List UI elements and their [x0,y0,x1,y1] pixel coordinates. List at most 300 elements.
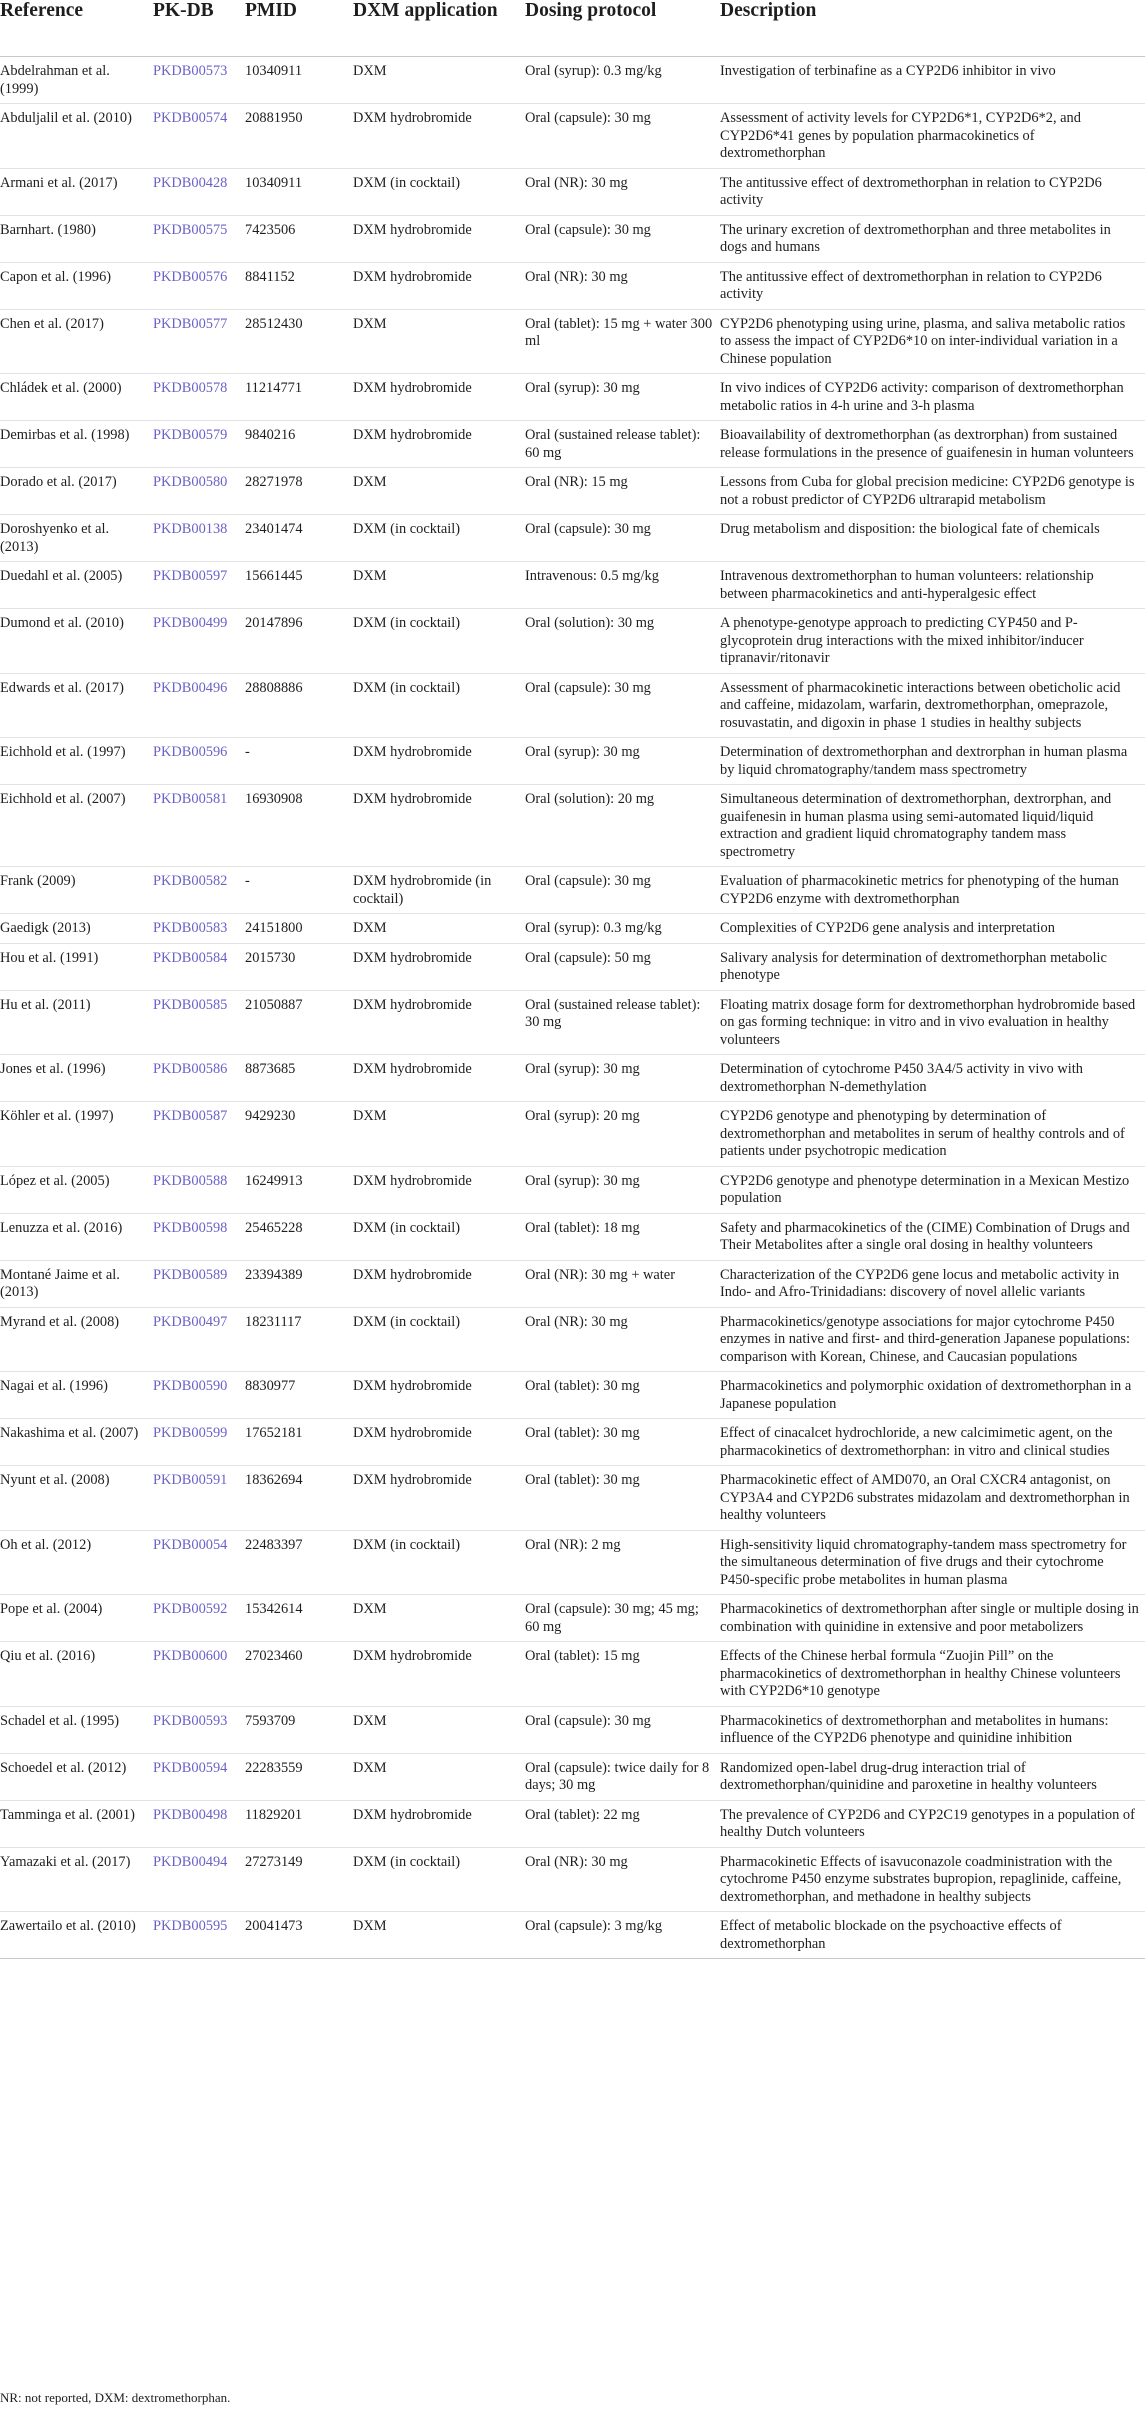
table-row [0,57,1145,104]
reference-cell: Duedahl et al. (2005) [0,568,123,584]
cell-reference [0,1102,153,1167]
table-row [0,104,1145,169]
application-cell: DXM hydrobromide [353,1806,472,1823]
pmid-cell: 28808886 [245,679,303,696]
table-row [0,1912,1145,1959]
table-row [0,673,1145,738]
dosing-cell: Oral (capsule): 30 mg [525,110,651,126]
cell-application [353,609,525,674]
cell-application [353,1847,525,1912]
cell-description [720,1706,1145,1753]
cell-description [720,421,1145,468]
cell-application [353,673,525,738]
description-cell: The prevalence of CYP2D6 and CYP2C19 genotypes in a population of healthy Dutch volunteers [720,1806,1135,1840]
cell-pkdb [153,262,245,309]
dosing-cell: Oral (syrup): 30 mg [525,380,640,396]
pmid-cell: 23394389 [245,1266,303,1283]
cell-dosing [525,309,720,374]
dosing-cell: Oral (syrup): 0.3 mg/kg [525,920,662,936]
pkdb-link[interactable]: PKDB00586 [153,1061,228,1077]
pkdb-link[interactable]: PKDB00597 [153,568,228,584]
pkdb-link[interactable]: PKDB00599 [153,1425,228,1441]
description-cell: Safety and pharmacokinetics of the (CIME) Combination of Drugs and Their Metabolites after a single oral dosing in healthy volunteers [720,1219,1130,1253]
pkdb-link[interactable]: PKDB00498 [153,1806,228,1823]
pkdb-link[interactable]: PKDB00591 [153,1472,228,1488]
pkdb-link[interactable]: PKDB00598 [153,1219,228,1236]
cell-dosing [525,1800,720,1847]
cell-reference [0,374,153,421]
dosing-cell: Oral (capsule): 30 mg [525,1712,651,1729]
table-row [0,1166,1145,1213]
cell-pmid [245,1642,353,1707]
pkdb-link[interactable]: PKDB00574 [153,110,228,126]
cell-pkdb [153,914,245,944]
pkdb-link[interactable]: PKDB00138 [153,521,228,537]
description-cell: The urinary excretion of dextromethorphan and three metabolites in dogs and humans [720,221,1111,255]
cell-reference [0,1466,153,1531]
cell-reference [0,468,153,515]
cell-pkdb [153,943,245,990]
cell-pkdb [153,990,245,1055]
table-row [0,1419,1145,1466]
pkdb-link[interactable]: PKDB00575 [153,221,228,238]
description-cell: Lessons from Cuba for global precision medicine: CYP2D6 genotype is not a robust predictor of CYP2D6 ultrarapid metabolism [720,474,1135,508]
cell-description [720,1166,1145,1213]
cell-application [353,1102,525,1167]
pmid-cell: 9840216 [245,427,296,443]
description-cell: Effect of cinacalcet hydrochloride, a new calcimimetic agent, on the pharmacokinetics of dextromethorphan: in vitro and clinical studies [720,1425,1113,1459]
cell-dosing [525,104,720,169]
table-row [0,1466,1145,1531]
table-row [0,215,1145,262]
cell-application [353,562,525,609]
application-cell: DXM (in cocktail) [353,1219,461,1236]
dosing-cell: Oral (syrup): 20 mg [525,1108,640,1124]
cell-pkdb [153,1642,245,1707]
pkdb-link[interactable]: PKDB00588 [153,1172,228,1189]
cell-description [720,262,1145,309]
reference-cell: Armani et al. (2017) [0,174,118,191]
cell-dosing [525,1753,720,1800]
header-reference: Reference [0,0,153,57]
cell-pmid [245,1706,353,1753]
pkdb-link[interactable]: PKDB00494 [153,1853,228,1870]
table-body [0,57,1145,1959]
dosing-cell: Oral (NR): 15 mg [525,474,628,490]
cell-description [720,168,1145,215]
reference-cell: Edwards et al. (2017) [0,679,124,696]
cell-description [720,1530,1145,1595]
cell-pmid [245,1800,353,1847]
description-cell: Determination of dextromethorphan and dextrorphan in human plasma by liquid chromatography/tandem mass spectrometry [720,744,1128,778]
application-cell: DXM hydrobromide [353,268,472,285]
cell-description [720,1753,1145,1800]
cell-description [720,1912,1145,1959]
cell-description [720,104,1145,169]
pmid-cell: - [245,744,250,760]
reference-cell: Montané Jaime et al. (2013) [0,1266,120,1300]
table-row [0,1102,1145,1167]
application-cell: DXM hydrobromide [353,1425,472,1441]
reference-cell: Eichhold et al. (2007) [0,791,126,807]
cell-pkdb [153,1372,245,1419]
description-cell: Assessment of pharmacokinetic interactions between obeticholic acid and caffeine, midazolam, warfarin, dextromethorphan, omeprazole, rosuvastatin, and digoxin in phase 1 studies in healthy subjects [720,679,1121,731]
cell-dosing [525,562,720,609]
cell-description [720,867,1145,914]
description-cell: CYP2D6 genotype and phenotype determination in a Mexican Mestizo population [720,1172,1130,1206]
cell-pmid [245,1753,353,1800]
cell-reference [0,914,153,944]
cell-application [353,1706,525,1753]
description-cell: CYP2D6 phenotyping using urine, plasma, and saliva metabolic ratios to assess the impact of CYP2D6*10 on inter-individual variation in a Chinese population [720,315,1126,367]
cell-description [720,515,1145,562]
pmid-cell: 23401474 [245,521,303,537]
cell-pkdb [153,421,245,468]
dosing-cell: Oral (solution): 30 mg [525,615,655,631]
cell-pkdb [153,1260,245,1307]
pkdb-link[interactable]: PKDB00578 [153,380,228,396]
pmid-cell: 8873685 [245,1061,296,1077]
cell-application [353,421,525,468]
cell-application [353,943,525,990]
table-row [0,1706,1145,1753]
pkdb-link[interactable]: PKDB00582 [153,873,228,889]
cell-reference [0,1166,153,1213]
pmid-cell: 27023460 [245,1648,303,1664]
application-cell: DXM hydrobromide [353,1472,472,1488]
cell-application [353,1466,525,1531]
cell-pmid [245,215,353,262]
cell-application [353,1213,525,1260]
cell-application [353,1530,525,1595]
pkdb-link[interactable]: PKDB00581 [153,791,228,807]
cell-application [353,1260,525,1307]
reference-cell: Barnhart. (1980) [0,221,96,238]
pmid-cell: 9429230 [245,1108,296,1124]
pmid-cell: 20881950 [245,110,303,126]
cell-application [353,1800,525,1847]
pkdb-link[interactable]: PKDB00496 [153,679,228,696]
cell-dosing [525,515,720,562]
cell-reference [0,1055,153,1102]
cell-reference [0,515,153,562]
cell-pmid [245,1055,353,1102]
cell-dosing [525,421,720,468]
dosing-cell: Oral (NR): 30 mg [525,268,628,285]
dosing-cell: Oral (capsule): 50 mg [525,949,651,966]
description-cell: Assessment of activity levels for CYP2D6*1, CYP2D6*2, and CYP2D6*41 genes by population pharmacokinetics of dextromethorphan [720,110,1081,161]
application-cell: DXM [353,1712,387,1729]
cell-dosing [525,1307,720,1372]
application-cell: DXM (in cocktail) [353,1313,461,1330]
pkdb-link[interactable]: PKDB00573 [153,63,228,79]
reference-cell: Oh et al. (2012) [0,1536,92,1553]
reference-cell: Nagai et al. (1996) [0,1378,108,1394]
pmid-cell: 20147896 [245,615,303,631]
cell-application [353,867,525,914]
cell-reference [0,57,153,104]
cell-pkdb [153,1595,245,1642]
cell-application [353,309,525,374]
cell-pmid [245,515,353,562]
description-cell: Intravenous dextromethorphan to human volunteers: relationship between pharmacokinetics and anti-hyperalgesic effect [720,568,1094,602]
cell-application [353,1753,525,1800]
description-cell: A phenotype-genotype approach to predicting CYP450 and P-glycoprotein drug interactions with the mixed inhibitor/inducer tipranavir/ritonavir [720,615,1084,666]
pkdb-link[interactable]: PKDB00587 [153,1108,228,1124]
pmid-cell: 22283559 [245,1759,303,1776]
pmid-cell: 10340911 [245,174,303,191]
pkdb-link[interactable]: PKDB00497 [153,1313,228,1330]
dosing-cell: Oral (NR): 2 mg [525,1536,621,1553]
application-cell: DXM hydrobromide [353,221,472,238]
reference-cell: Köhler et al. (1997) [0,1108,114,1124]
application-cell: DXM (in cocktail) [353,521,461,537]
application-cell: DXM [353,568,387,584]
description-cell: Simultaneous determination of dextromethorphan, dextrorphan, and guaifenesin in human plasma using semi-automated liquid/liquid extraction and gradient liquid chromatography tandem mass spectrometry [720,791,1112,860]
cell-pmid [245,168,353,215]
cell-pmid [245,1419,353,1466]
pkdb-link[interactable]: PKDB00580 [153,474,228,490]
cell-reference [0,785,153,867]
cell-description [720,609,1145,674]
cell-application [353,57,525,104]
cell-reference [0,421,153,468]
table-row [0,1260,1145,1307]
reference-cell: Capon et al. (1996) [0,268,112,285]
cell-description [720,1642,1145,1707]
application-cell: DXM hydrobromide [353,380,472,396]
dosing-cell: Oral (capsule): 30 mg [525,679,651,696]
cell-pkdb [153,468,245,515]
description-cell: Pharmacokinetics of dextromethorphan and metabolites in humans: influence of the CYP2D6 phenotype and quinidine inhibition [720,1712,1109,1746]
cell-reference [0,1372,153,1419]
pkdb-link[interactable]: PKDB00596 [153,744,228,760]
cell-description [720,374,1145,421]
application-cell: DXM (in cocktail) [353,679,461,696]
cell-pkdb [153,1166,245,1213]
pmid-cell: 21050887 [245,996,303,1013]
cell-reference [0,1753,153,1800]
cell-dosing [525,609,720,674]
dosing-cell: Oral (NR): 30 mg [525,174,628,191]
cell-reference [0,1260,153,1307]
cell-pmid [245,421,353,468]
reference-cell: Hou et al. (1991) [0,949,99,966]
description-cell: Determination of cytochrome P450 3A4/5 activity in vivo with dextromethorphan N-demethylation [720,1061,1083,1095]
pkdb-link[interactable]: PKDB00579 [153,427,228,443]
description-cell: High-sensitivity liquid chromatography-tandem mass spectrometry for the simultaneous determination of five drugs and their cytochrome P450-specific probe metabolites in human plasma [720,1536,1127,1588]
cell-reference [0,738,153,785]
cell-description [720,1372,1145,1419]
reference-cell: Gaedigk (2013) [0,920,91,936]
application-cell: DXM hydrobromide [353,791,472,807]
cell-dosing [525,57,720,104]
cell-pkdb [153,515,245,562]
application-cell: DXM [353,315,387,332]
reference-cell: Qiu et al. (2016) [0,1648,96,1664]
application-cell: DXM (in cocktail) [353,1853,461,1870]
cell-application [353,1055,525,1102]
description-cell: Pharmacokinetics of dextromethorphan after single or multiple dosing in combination with quinidine in extensive and poor metabolizers [720,1601,1139,1635]
pmid-cell: 22483397 [245,1536,303,1553]
pmid-cell: 20041473 [245,1918,303,1934]
cell-dosing [525,1419,720,1466]
reference-cell: Myrand et al. (2008) [0,1313,120,1330]
cell-dosing [525,1372,720,1419]
table-header [0,0,1145,57]
reference-cell: Zawertailo et al. (2010) [0,1918,136,1934]
description-cell: The antitussive effect of dextromethorphan in relation to CYP2D6 activity [720,174,1102,208]
dosing-cell: Oral (syrup): 30 mg [525,1061,640,1077]
cell-reference [0,609,153,674]
pkdb-link[interactable]: PKDB00595 [153,1918,228,1934]
cell-description [720,1595,1145,1642]
dosing-cell: Oral (tablet): 18 mg [525,1219,640,1236]
application-cell: DXM hydrobromide [353,427,472,443]
pkdb-link[interactable]: PKDB00499 [153,615,228,631]
table-row [0,738,1145,785]
application-cell: DXM hydrobromide [353,1648,472,1664]
cell-application [353,168,525,215]
application-cell: DXM hydrobromide [353,744,472,760]
cell-reference [0,104,153,169]
cell-application [353,468,525,515]
cell-description [720,1800,1145,1847]
pkdb-link[interactable]: PKDB00600 [153,1648,228,1664]
dosing-cell: Oral (syrup): 30 mg [525,744,640,760]
reference-cell: Dorado et al. (2017) [0,474,117,490]
description-cell: Drug metabolism and disposition: the biological fate of chemicals [720,521,1100,537]
application-cell: DXM hydrobromide [353,949,472,966]
cell-dosing [525,943,720,990]
description-cell: The antitussive effect of dextromethorphan in relation to CYP2D6 activity [720,268,1102,302]
cell-pkdb [153,215,245,262]
pmid-cell: - [245,873,250,889]
application-cell: DXM hydrobromide [353,1172,472,1189]
application-cell: DXM hydrobromide [353,1061,472,1077]
cell-pmid [245,1102,353,1167]
cell-reference [0,1642,153,1707]
cell-pkdb [153,1213,245,1260]
table-row [0,421,1145,468]
reference-cell: Tamminga et al. (2001) [0,1806,135,1823]
pkdb-link[interactable]: PKDB00576 [153,268,228,285]
pkdb-link[interactable]: PKDB00589 [153,1266,228,1283]
pkdb-link[interactable]: PKDB00428 [153,174,228,191]
cell-application [353,374,525,421]
pmid-cell: 15661445 [245,568,303,584]
application-cell: DXM (in cocktail) [353,615,461,631]
dosing-cell: Oral (sustained release tablet): 30 mg [525,996,701,1030]
cell-pkdb [153,1307,245,1372]
cell-pkdb [153,104,245,169]
application-cell: DXM hydrobromide [353,996,472,1013]
cell-pmid [245,867,353,914]
pkdb-link[interactable]: PKDB00585 [153,996,228,1013]
pkdb-link[interactable]: PKDB00594 [153,1759,228,1776]
header-dxm-application: DXM application [353,0,525,57]
pkdb-link[interactable]: PKDB00054 [153,1536,228,1553]
cell-pkdb [153,1800,245,1847]
cell-pmid [245,1595,353,1642]
application-cell: DXM hydrobromide [353,1266,472,1283]
cell-pmid [245,673,353,738]
pmid-cell: 25465228 [245,1219,303,1236]
cell-description [720,1055,1145,1102]
cell-pkdb [153,1530,245,1595]
cell-description [720,738,1145,785]
table-row [0,309,1145,374]
dosing-cell: Intravenous: 0.5 mg/kg [525,568,659,584]
cell-application [353,1595,525,1642]
pkdb-link[interactable]: PKDB00593 [153,1712,228,1729]
pkdb-link[interactable]: PKDB00577 [153,315,228,332]
cell-dosing [525,990,720,1055]
table-row [0,1642,1145,1707]
cell-pmid [245,1372,353,1419]
cell-description [720,785,1145,867]
cell-dosing [525,1213,720,1260]
pmid-cell: 16249913 [245,1172,303,1189]
cell-dosing [525,785,720,867]
cell-application [353,1419,525,1466]
cell-dosing [525,1102,720,1167]
pkdb-link[interactable]: PKDB00590 [153,1378,228,1394]
reference-cell: Jones et al. (1996) [0,1061,106,1077]
dosing-cell: Oral (capsule): 3 mg/kg [525,1918,663,1934]
description-cell: Randomized open-label drug-drug interaction trial of dextromethorphan/quinidine and paroxetine in healthy volunteers [720,1759,1097,1793]
pkdb-link[interactable]: PKDB00583 [153,920,228,936]
cell-pmid [245,57,353,104]
reference-cell: Nakashima et al. (2007) [0,1425,139,1441]
pkdb-link[interactable]: PKDB00592 [153,1601,228,1617]
table-row [0,785,1145,867]
cell-pmid [245,1166,353,1213]
cell-description [720,914,1145,944]
dosing-cell: Oral (capsule): 30 mg [525,873,651,889]
dosing-cell: Oral (capsule): 30 mg [525,221,651,238]
cell-dosing [525,673,720,738]
cell-pkdb [153,673,245,738]
cell-pkdb [153,1847,245,1912]
pmid-cell: 15342614 [245,1601,303,1617]
cell-pmid [245,1912,353,1959]
cell-application [353,1642,525,1707]
cell-reference [0,1847,153,1912]
cell-pkdb [153,1102,245,1167]
description-cell: Characterization of the CYP2D6 gene locus and metabolic activity in Indo- and Afro-Trinidadians: discovery of novel allelic variants [720,1266,1120,1300]
cell-application [353,1307,525,1372]
dosing-cell: Oral (solution): 20 mg [525,791,655,807]
cell-pmid [245,1530,353,1595]
dosing-cell: Oral (NR): 30 mg [525,1853,628,1870]
application-cell: DXM [353,1918,387,1934]
cell-pmid [245,738,353,785]
pkdb-link[interactable]: PKDB00584 [153,949,228,966]
application-cell: DXM [353,920,387,936]
pmid-cell: 7423506 [245,221,296,238]
pmid-cell: 18362694 [245,1472,303,1488]
cell-pmid [245,609,353,674]
pmid-cell: 8830977 [245,1378,296,1394]
cell-description [720,673,1145,738]
description-cell: Bioavailability of dextromethorphan (as dextrorphan) from sustained release formulations in the presence of guaifenesin in human volunteers [720,427,1134,461]
cell-application [353,738,525,785]
cell-reference [0,1912,153,1959]
cell-reference [0,215,153,262]
reference-cell: Frank (2009) [0,873,76,889]
cell-reference [0,943,153,990]
